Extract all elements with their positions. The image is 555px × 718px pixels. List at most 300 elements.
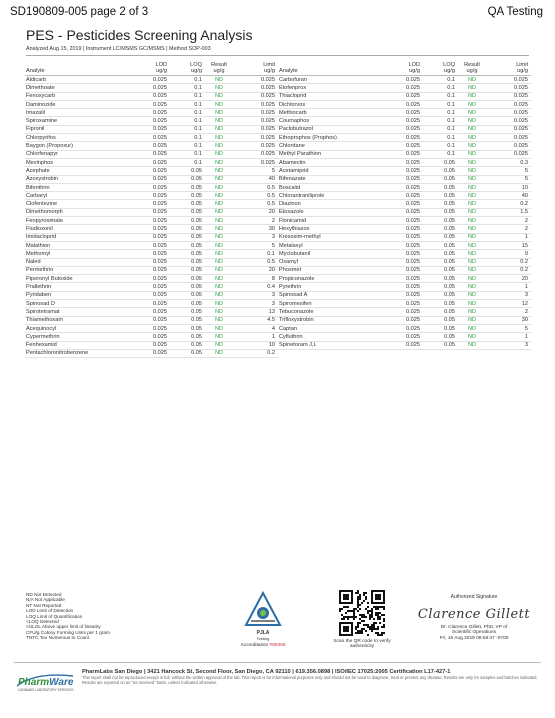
loq-cell: 0.05 xyxy=(191,217,202,224)
lod-cell: 0.025 xyxy=(406,76,420,83)
table-row xyxy=(25,142,278,150)
lod-cell: 0.025 xyxy=(406,84,420,91)
result-cell: ND xyxy=(467,284,477,291)
table-row xyxy=(25,101,278,109)
loq-cell: 0.05 xyxy=(191,275,202,282)
analyte-cell: Acequinocyl xyxy=(26,325,57,332)
analyte-cell: Kresoxim-methyl xyxy=(279,234,321,241)
accreditation-label: Accreditation #85368 xyxy=(240,643,286,648)
analyte-cell: Cypermethrin xyxy=(26,333,60,340)
table-row xyxy=(278,117,531,125)
analyte-cell: Tebuconazole xyxy=(279,308,314,315)
table-header xyxy=(278,58,531,76)
table-row xyxy=(278,267,531,275)
lod-cell: 0.025 xyxy=(406,225,420,232)
limit-cell: 0.3 xyxy=(520,159,528,166)
loq-cell: 0.05 xyxy=(191,292,202,299)
table-row xyxy=(25,242,278,250)
table-row xyxy=(25,93,278,101)
result-cell: ND xyxy=(214,151,224,158)
analyte-cell: Piperonyl Butoxide xyxy=(26,275,73,282)
result-cell: ND xyxy=(467,292,477,299)
report-title: PES - Pesticides Screening Analysis xyxy=(26,27,253,43)
result-cell: ND xyxy=(214,159,224,166)
analyte-cell: Imidacloprid xyxy=(26,234,57,241)
lod-cell: 0.025 xyxy=(153,342,167,349)
analyte-cell: Fenoxycarb xyxy=(26,93,56,100)
table-row xyxy=(25,209,278,217)
col-lod: LOD ug/g xyxy=(155,61,167,74)
table-row xyxy=(25,84,278,92)
lod-cell: 0.025 xyxy=(406,109,420,116)
analyte-cell: Naled xyxy=(26,259,41,266)
result-cell: ND xyxy=(214,333,224,340)
signature-label: Authorized Signature xyxy=(450,594,498,600)
col-result: Result ug/g xyxy=(211,61,227,74)
loq-cell: 0.1 xyxy=(447,93,455,100)
table-row xyxy=(278,300,531,308)
loq-cell: 0.1 xyxy=(194,159,202,166)
signer-name: Dr. Clarence Gillett, PhD, VP of xyxy=(440,625,508,630)
loq-cell: 0.05 xyxy=(191,250,202,257)
result-cell: ND xyxy=(214,201,224,208)
loq-cell: 0.05 xyxy=(444,201,455,208)
lod-cell: 0.025 xyxy=(153,284,167,291)
limit-cell: 0.025 xyxy=(261,159,275,166)
result-cell: ND xyxy=(467,93,477,100)
result-cell: ND xyxy=(214,250,224,257)
limit-cell: 0.025 xyxy=(261,143,275,150)
result-cell: ND xyxy=(467,109,477,116)
table-row xyxy=(25,167,278,175)
pharmware-logo xyxy=(15,668,79,694)
loq-cell: 0.1 xyxy=(447,109,455,116)
loq-cell: 0.05 xyxy=(444,284,455,291)
analyte-cell: Thiamethoxam xyxy=(26,317,63,324)
lod-cell: 0.025 xyxy=(406,209,420,216)
analyte-cell: Spinosad D xyxy=(26,300,55,307)
analyte-cell: Thiacloprid xyxy=(279,93,307,100)
table-row xyxy=(278,275,531,283)
limit-cell: 0.2 xyxy=(520,267,528,274)
loq-cell: 0.1 xyxy=(194,84,202,91)
result-cell: ND xyxy=(214,342,224,349)
limit-cell: 2 xyxy=(524,225,528,232)
result-cell: ND xyxy=(214,93,224,100)
lod-cell: 0.025 xyxy=(153,126,167,133)
loq-cell: 0.05 xyxy=(191,225,202,232)
table-row xyxy=(25,109,278,117)
lod-cell: 0.025 xyxy=(406,159,420,166)
analyte-cell: Boscalid xyxy=(279,184,301,191)
lod-cell: 0.025 xyxy=(406,201,420,208)
result-cell: ND xyxy=(467,159,477,166)
loq-cell: 0.05 xyxy=(444,184,455,191)
loq-cell: 0.1 xyxy=(194,109,202,116)
legend-item: N/A Not Applicable xyxy=(26,597,65,603)
limit-cell: 0.025 xyxy=(261,118,275,125)
limit-cell: 0.5 xyxy=(267,184,275,191)
loq-cell: 0.05 xyxy=(444,275,455,282)
lod-cell: 0.025 xyxy=(406,192,420,199)
lod-cell: 0.025 xyxy=(406,151,420,158)
lod-cell: 0.025 xyxy=(406,325,420,332)
table-row xyxy=(25,134,278,142)
lod-cell: 0.025 xyxy=(153,143,167,150)
result-cell: ND xyxy=(467,234,477,241)
loq-cell: 0.05 xyxy=(191,350,202,357)
lod-cell: 0.025 xyxy=(153,259,167,266)
loq-cell: 0.05 xyxy=(444,159,455,166)
result-cell: ND xyxy=(467,76,477,83)
limit-cell: 0.025 xyxy=(514,143,528,150)
analyte-cell: Chlorantraniliprole xyxy=(279,192,325,199)
loq-cell: 0.1 xyxy=(194,126,202,133)
limit-cell: 0.2 xyxy=(267,350,275,357)
table-row xyxy=(25,275,278,283)
table-row xyxy=(278,151,531,159)
result-cell: ND xyxy=(467,300,477,307)
analyte-cell: Cyfluthrin xyxy=(279,333,303,340)
lab-address: PharmLabs San Diego | 3421 Hancock St, Second Floor, San Diego, CA 92110 | 619.356.0898 | ISO/IEC 17025:2005 Certification L17-427-1 xyxy=(82,669,451,675)
result-cell: ND xyxy=(214,259,224,266)
qa-status: QA Testing xyxy=(487,6,543,18)
loq-cell: 0.05 xyxy=(191,201,202,208)
limit-cell: 0.1 xyxy=(267,250,275,257)
limit-cell: 20 xyxy=(268,267,275,274)
table-row xyxy=(25,200,278,208)
analyte-cell: Spiromesifen xyxy=(279,300,312,307)
result-cell: ND xyxy=(467,342,477,349)
lod-cell: 0.025 xyxy=(153,101,167,108)
pjla-name: PJLA xyxy=(256,630,270,636)
analyte-cell: Paclobutrazol xyxy=(279,126,313,133)
table-row xyxy=(278,159,531,167)
loq-cell: 0.05 xyxy=(444,225,455,232)
table-row xyxy=(25,300,278,308)
svg-text:PharmWare: PharmWare xyxy=(18,677,74,688)
qr-caption: Scan the QR code to verify authenticity xyxy=(333,639,391,650)
lod-cell: 0.025 xyxy=(153,93,167,100)
limit-cell: 0.025 xyxy=(261,151,275,158)
limit-cell: 0.025 xyxy=(261,101,275,108)
analyte-cell: Spirotetramat xyxy=(26,308,60,315)
document-id: SD190809-005 page 2 of 3 xyxy=(10,6,149,18)
loq-cell: 0.1 xyxy=(194,76,202,83)
table-row xyxy=(25,342,278,350)
table-row xyxy=(278,292,531,300)
limit-cell: 0.5 xyxy=(267,192,275,199)
analyte-cell: Daminozide xyxy=(26,101,56,108)
analyte-cell: Spinosad A xyxy=(279,292,308,299)
lod-cell: 0.025 xyxy=(406,93,420,100)
result-cell: ND xyxy=(214,109,224,116)
table-row xyxy=(278,217,531,225)
analyte-cell: Acephate xyxy=(26,167,50,174)
analyte-cell: Hexythiazox xyxy=(279,225,310,232)
analyte-cell: Diazinon xyxy=(279,201,301,208)
lod-cell: 0.025 xyxy=(153,167,167,174)
table-body-left xyxy=(25,76,278,358)
lod-cell: 0.025 xyxy=(406,308,420,315)
table-row xyxy=(278,234,531,242)
result-cell: ND xyxy=(467,325,477,332)
analyte-cell: Imazalil xyxy=(26,109,45,116)
limit-cell: 5 xyxy=(524,176,528,183)
result-cell: ND xyxy=(214,234,224,241)
loq-cell: 0.05 xyxy=(444,333,455,340)
analyte-cell: Abamectin xyxy=(279,159,306,166)
result-cell: ND xyxy=(467,84,477,91)
result-cell: ND xyxy=(214,308,224,315)
analyte-cell: Fipronil xyxy=(26,126,45,133)
result-cell: ND xyxy=(467,101,477,108)
loq-cell: 0.1 xyxy=(447,126,455,133)
analyte-cell: Methyl Parathion xyxy=(279,151,321,158)
analyte-cell: Dichlorvos xyxy=(279,101,306,108)
loq-cell: 0.1 xyxy=(194,143,202,150)
limit-cell: 20 xyxy=(268,209,275,216)
lod-cell: 0.025 xyxy=(153,333,167,340)
limit-cell: 2 xyxy=(524,217,528,224)
pjla-sub: Testing xyxy=(256,636,270,641)
result-cell: ND xyxy=(467,217,477,224)
lod-cell: 0.025 xyxy=(153,217,167,224)
lod-cell: 0.025 xyxy=(153,250,167,257)
table-row xyxy=(278,176,531,184)
legend-item: <LOQ Detected xyxy=(26,619,59,625)
loq-cell: 0.05 xyxy=(444,325,455,332)
limit-cell: 20 xyxy=(521,275,528,282)
lod-cell: 0.025 xyxy=(153,242,167,249)
result-cell: ND xyxy=(214,242,224,249)
table-row xyxy=(278,192,531,200)
qr-code-icon[interactable] xyxy=(339,590,385,636)
analyte-cell: Myclobutanil xyxy=(279,250,311,257)
lod-cell: 0.025 xyxy=(406,300,420,307)
lod-cell: 0.025 xyxy=(406,292,420,299)
result-cell: ND xyxy=(467,317,477,324)
lod-cell: 0.025 xyxy=(406,217,420,224)
result-cell: ND xyxy=(214,101,224,108)
loq-cell: 0.1 xyxy=(194,101,202,108)
lod-cell: 0.025 xyxy=(153,76,167,83)
limit-cell: 10 xyxy=(268,342,275,349)
analyte-cell: Chlorfenapyr xyxy=(26,151,59,158)
lod-cell: 0.025 xyxy=(153,184,167,191)
result-cell: ND xyxy=(467,184,477,191)
table-row xyxy=(278,317,531,325)
loq-cell: 0.05 xyxy=(444,292,455,299)
col-loq: LOQ ug/g xyxy=(190,61,202,74)
result-cell: ND xyxy=(214,76,224,83)
legend-item: TNTC Too Numerous to Count xyxy=(26,635,90,641)
table-row xyxy=(278,259,531,267)
limit-cell: 40 xyxy=(268,176,275,183)
result-cell: ND xyxy=(467,134,477,141)
limit-cell: 0.025 xyxy=(514,118,528,125)
result-cell: ND xyxy=(214,84,224,91)
table-row xyxy=(25,350,278,358)
limit-cell: 0.025 xyxy=(261,126,275,133)
table-row xyxy=(278,283,531,291)
lod-cell: 0.025 xyxy=(153,292,167,299)
limit-cell: 0.2 xyxy=(520,201,528,208)
legend-item: >ULOL Above upper limit of linearity xyxy=(26,624,101,630)
loq-cell: 0.1 xyxy=(447,134,455,141)
loq-cell: 0.05 xyxy=(191,209,202,216)
loq-cell: 0.05 xyxy=(191,300,202,307)
lod-cell: 0.025 xyxy=(153,109,167,116)
limit-cell: 3 xyxy=(524,342,528,349)
lod-cell: 0.025 xyxy=(153,201,167,208)
table-row xyxy=(278,76,531,84)
loq-cell: 0.05 xyxy=(444,176,455,183)
loq-cell: 0.05 xyxy=(444,317,455,324)
lod-cell: 0.025 xyxy=(406,250,420,257)
limit-cell: 3 xyxy=(271,300,275,307)
handwritten-signature: Clarence Gillett xyxy=(417,607,531,622)
col-limit: Limit ug/g xyxy=(263,61,275,74)
loq-cell: 0.1 xyxy=(447,143,455,150)
col-analyte: Analyte xyxy=(279,67,298,74)
result-cell: ND xyxy=(214,126,224,133)
col-analyte: Analyte xyxy=(26,67,45,74)
table-row xyxy=(278,134,531,142)
limit-cell: 0.025 xyxy=(261,109,275,116)
col-limit: Limit ug/g xyxy=(516,61,528,74)
qr-block xyxy=(332,590,392,650)
result-cell: ND xyxy=(467,250,477,257)
lod-cell: 0.025 xyxy=(153,159,167,166)
limit-cell: 30 xyxy=(268,225,275,232)
table-row xyxy=(25,259,278,267)
result-cell: ND xyxy=(214,275,224,282)
analyte-cell: Chlorpyrifos xyxy=(26,134,56,141)
loq-cell: 0.05 xyxy=(191,192,202,199)
limit-cell: 0.2 xyxy=(520,259,528,266)
analyte-cell: Pentachloronitrobenzene xyxy=(26,350,89,357)
limit-cell: 8 xyxy=(271,275,275,282)
limit-cell: 1.5 xyxy=(520,209,528,216)
limit-cell: 0.025 xyxy=(514,134,528,141)
loq-cell: 0.05 xyxy=(444,217,455,224)
table-row xyxy=(278,200,531,208)
result-cell: ND xyxy=(467,242,477,249)
result-cell: ND xyxy=(214,325,224,332)
result-cell: ND xyxy=(467,308,477,315)
result-cell: ND xyxy=(214,192,224,199)
limit-cell: 0.025 xyxy=(514,109,528,116)
svg-text:CANNABIS LABORATORY SERVICES: CANNABIS LABORATORY SERVICES xyxy=(18,688,74,692)
analyte-cell: Trifloxystrobin xyxy=(279,317,314,324)
limit-cell: 2 xyxy=(271,217,275,224)
lod-cell: 0.025 xyxy=(406,126,420,133)
table-row xyxy=(25,117,278,125)
analyte-cell: Etofenprox xyxy=(279,84,307,91)
table-row xyxy=(25,308,278,316)
lod-cell: 0.025 xyxy=(153,350,167,357)
lod-cell: 0.025 xyxy=(153,118,167,125)
lod-cell: 0.025 xyxy=(406,184,420,191)
result-cell: ND xyxy=(467,176,477,183)
results-table-right xyxy=(278,58,531,350)
lod-cell: 0.025 xyxy=(153,209,167,216)
limit-cell: 40 xyxy=(521,192,528,199)
table-row xyxy=(25,225,278,233)
analyte-cell: Aldicarb xyxy=(26,76,47,83)
result-cell: ND xyxy=(214,284,224,291)
results-table-left xyxy=(25,58,278,358)
limit-cell: 0.025 xyxy=(514,126,528,133)
loq-cell: 0.05 xyxy=(191,167,202,174)
limit-cell: 12 xyxy=(521,300,528,307)
result-cell: ND xyxy=(214,143,224,150)
lod-cell: 0.025 xyxy=(406,275,420,282)
limit-cell: 3 xyxy=(271,292,275,299)
table-row xyxy=(278,126,531,134)
lod-cell: 0.025 xyxy=(153,325,167,332)
lod-cell: 0.025 xyxy=(153,176,167,183)
table-row xyxy=(278,333,531,341)
lod-cell: 0.025 xyxy=(153,151,167,158)
loq-cell: 0.1 xyxy=(447,118,455,125)
lod-cell: 0.025 xyxy=(153,300,167,307)
lod-cell: 0.025 xyxy=(406,143,420,150)
footer-divider xyxy=(14,662,541,663)
lod-cell: 0.025 xyxy=(406,259,420,266)
table-row xyxy=(25,267,278,275)
table-row xyxy=(278,109,531,117)
result-cell: ND xyxy=(467,167,477,174)
table-row xyxy=(25,250,278,258)
loq-cell: 0.05 xyxy=(444,167,455,174)
table-row xyxy=(278,209,531,217)
loq-cell: 0.05 xyxy=(444,192,455,199)
result-cell: ND xyxy=(214,300,224,307)
result-cell: ND xyxy=(214,134,224,141)
analyte-cell: Acetamiprid xyxy=(279,167,309,174)
table-row xyxy=(25,76,278,84)
limit-cell: 1 xyxy=(524,284,528,291)
lod-cell: 0.025 xyxy=(153,134,167,141)
loq-cell: 0.05 xyxy=(191,259,202,266)
abbreviation-legend xyxy=(26,592,110,641)
limit-cell: 0.025 xyxy=(261,76,275,83)
pharmware-logo-icon xyxy=(15,668,79,694)
table-header xyxy=(25,58,278,76)
table-row xyxy=(278,308,531,316)
limit-cell: 0.025 xyxy=(261,134,275,141)
table-row xyxy=(25,234,278,242)
table-row xyxy=(25,317,278,325)
analyte-cell: Fenpyroximate xyxy=(26,217,63,224)
table-row xyxy=(278,225,531,233)
loq-cell: 0.05 xyxy=(444,300,455,307)
limit-cell: 5 xyxy=(271,167,275,174)
lod-cell: 0.025 xyxy=(153,234,167,241)
table-row xyxy=(278,93,531,101)
analyte-cell: Carbaryl xyxy=(26,192,48,199)
limit-cell: 15 xyxy=(521,242,528,249)
limit-cell: 0.025 xyxy=(514,93,528,100)
table-row xyxy=(25,184,278,192)
limit-cell: 5 xyxy=(524,167,528,174)
table-row xyxy=(278,142,531,150)
analyte-cell: Propiconazole xyxy=(279,275,315,282)
lod-cell: 0.025 xyxy=(406,267,420,274)
loq-cell: 0.05 xyxy=(191,308,202,315)
